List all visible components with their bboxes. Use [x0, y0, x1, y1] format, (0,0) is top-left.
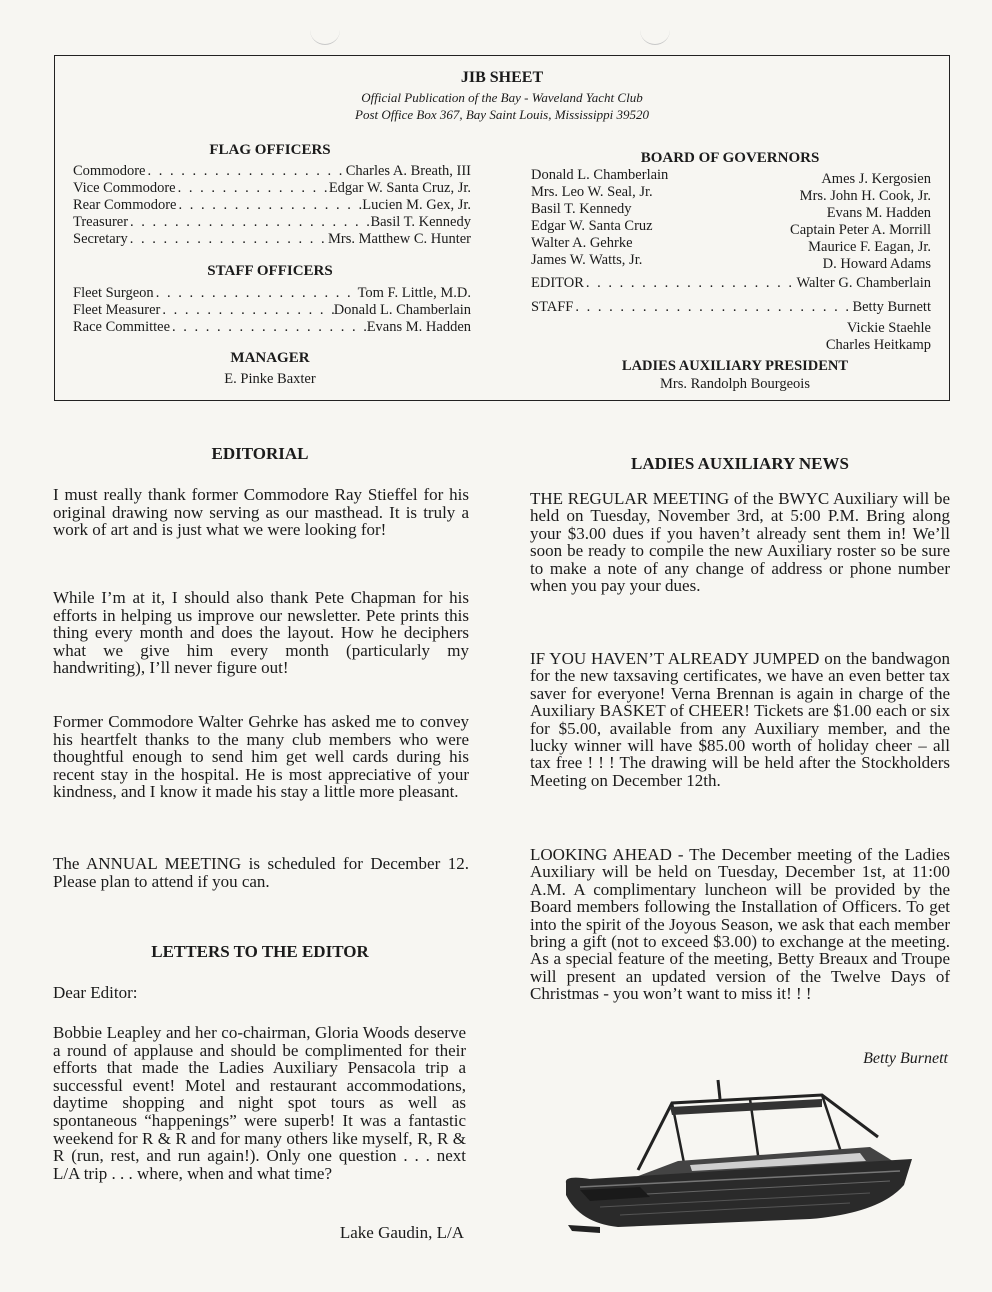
- governor-name: Donald L. Chamberlain: [531, 167, 669, 183]
- officer-name: Charles A. Breath, III: [345, 163, 471, 179]
- masthead-box: [54, 55, 950, 401]
- officer-row: [73, 319, 471, 336]
- editorial-paragraph: The ANNUAL MEETING is scheduled for December 12. Please plan to attend if you can.: [53, 854, 469, 891]
- letter-signature: Lake Gaudin, L/A: [339, 1223, 464, 1242]
- governor-name: Maurice F. Eagan, Jr.: [808, 239, 931, 255]
- editorial-paragraph: While I’m at it, I should also thank Pete Chapman for his efforts in helping us improve our newsletter. Pete prints this thing every month and does the layout. How he deciphers what we give him every month (particularly my handwriting), I’ll never figure out!: [53, 588, 469, 678]
- officer-name: Donald L. Chamberlain: [333, 302, 471, 318]
- governor-name: James W. Watts, Jr.: [531, 252, 643, 268]
- publication-address: Post Office Box 367, Bay Saint Louis, Mississippi 39520: [355, 107, 649, 122]
- officer-name: Evans M. Hadden: [366, 319, 471, 335]
- officer-name: Basil T. Kennedy: [370, 214, 471, 230]
- board-heading: BOARD OF GOVERNORS: [640, 150, 820, 166]
- governor-name: Ames J. Kergosien: [821, 171, 931, 187]
- editorial-heading: EDITORIAL: [211, 444, 309, 463]
- punch-mark: [640, 30, 670, 45]
- editor-label: EDITOR: [531, 275, 584, 291]
- officer-name: Tom F. Little, M.D.: [357, 285, 471, 301]
- staff-name: Betty Burnett: [852, 299, 931, 315]
- governor-name: Edgar W. Santa Cruz: [531, 218, 653, 234]
- letters-heading: LETTERS TO THE EDITOR: [151, 942, 369, 961]
- officer-row: [73, 180, 471, 197]
- officer-title: Treasurer: [73, 214, 129, 230]
- officer-row: [73, 231, 471, 248]
- staff-name: Vickie Staehle: [846, 320, 931, 336]
- ladies-news-paragraph: IF YOU HAVEN’T ALREADY JUMPED on the bandwagon for the new taxsaving certificates, we have an even better tax saver for everyone! Verna Brennan is again in charge of the Auxiliary BASKET of CHEER! Tickets are $1.00 each or six for $5.00, available from any Auxiliary member, and the lucky winner will have $85.00 worth of holiday cheer – all tax free ! ! ! The drawing will be held after the Stockholders Meeting on December 12th.: [530, 649, 950, 790]
- governor-name: Captain Peter A. Morrill: [790, 222, 931, 238]
- editorial-paragraph: Former Commodore Walter Gehrke has asked me to convey his heartfelt thanks to the many club members who were thoughtful enough to send him get well cards during his recent stay in the hospital. He is most appreciative of your kindness, and I know it made his stay a little more pleasant.: [53, 712, 469, 802]
- officer-row: [73, 163, 471, 180]
- motor-yacht-icon: [560, 1075, 920, 1235]
- ladies-president-heading: LADIES AUXILIARY PRESIDENT: [621, 358, 849, 374]
- ladies-news-paragraph: LOOKING AHEAD - The December meeting of the Ladies Auxiliary will be held on Tuesday, December 1st, at 11:00 A.M. A complimentary luncheon will be provided by the Board members following the Installation of Officers. To get into the spirit of the Joyous Season, we ask that each member bring a gift (not to exceed $3.00) to exchange at the meeting. As a special feature of the meeting, Betty Breaux and Troupe will present an updated version of the Twelve Days of Christmas - you won’t want to miss it! ! !: [530, 845, 950, 1004]
- publication-subtitle: Official Publication of the Bay - Waveland Yacht Club: [361, 90, 643, 105]
- officer-name: Lucien M. Gex, Jr.: [362, 197, 471, 213]
- staff-row: [531, 299, 931, 316]
- governor-name: Evans M. Hadden: [826, 205, 931, 221]
- officer-title: Race Committee: [73, 319, 171, 335]
- officer-name: Edgar W. Santa Cruz, Jr.: [328, 180, 471, 196]
- officer-title: Secretary: [73, 231, 128, 247]
- governor-name: Walter A. Gehrke: [531, 235, 633, 251]
- officer-row: [73, 285, 471, 302]
- officer-title: Fleet Measurer: [73, 302, 161, 318]
- officer-name: Mrs. Matthew C. Hunter: [328, 231, 471, 247]
- letter-salutation: Dear Editor:: [53, 983, 138, 1002]
- manager-name: E. Pinke Baxter: [224, 371, 316, 387]
- punch-mark: [310, 30, 340, 45]
- editorial-paragraph: I must really thank former Commodore Ray Stieffel for his original drawing now serving as our masthead. It is truly a work of art and is just what we were looking for!: [53, 485, 469, 540]
- ladies-news-signature: Betty Burnett: [863, 1050, 948, 1067]
- manager-heading: MANAGER: [230, 350, 310, 366]
- governor-name: Mrs. Leo W. Seal, Jr.: [531, 184, 653, 200]
- letter-body: Bobbie Leapley and her co-chairman, Gloria Woods deserve a round of applause and should be complimented for their efforts that made the Ladies Auxiliary Pensacola trip a successful event! Motel and restaurant accommodations, daytime shopping and night spot tours as well as spontaneous “happenings” were superb! It was a fantastic weekend for R & R and for many others like myself, R, R & R (run, rest, and run again!). Only one question . . . next L/A trip . . . where, when and what time?: [53, 1023, 466, 1183]
- officer-title: Rear Commodore: [73, 197, 177, 213]
- officer-row: [73, 214, 471, 231]
- flag-officers-heading: FLAG OFFICERS: [209, 142, 331, 158]
- staff-officers-heading: STAFF OFFICERS: [207, 263, 333, 279]
- governor-name: D. Howard Adams: [822, 256, 931, 272]
- governor-name: Mrs. John H. Cook, Jr.: [799, 188, 931, 204]
- ladies-news-heading: LADIES AUXILIARY NEWS: [631, 454, 849, 473]
- staff-label: STAFF: [531, 299, 574, 315]
- editor-row: [531, 275, 931, 292]
- publication-title: JIB SHEET: [460, 69, 544, 86]
- ladies-president-name: Mrs. Randolph Bourgeois: [660, 376, 810, 392]
- officer-title: Commodore: [73, 163, 146, 179]
- governor-name: Basil T. Kennedy: [531, 201, 632, 217]
- staff-name: Charles Heitkamp: [825, 337, 931, 353]
- editor-name: Walter G. Chamberlain: [796, 275, 931, 291]
- officer-row: [73, 197, 471, 214]
- officer-title: Vice Commodore: [73, 180, 176, 196]
- ladies-news-paragraph: THE REGULAR MEETING of the BWYC Auxiliary will be held on Tuesday, November 3rd, at 5:00 P.M. Bring along your $3.00 dues if you haven’t already sent them in! We’ll soon be ready to compile the new Auxiliary roster so be sure to make a note of any change of address or phone number when you pay your dues.: [530, 489, 950, 596]
- officer-row: [73, 302, 471, 319]
- officer-title: Fleet Surgeon: [73, 285, 154, 301]
